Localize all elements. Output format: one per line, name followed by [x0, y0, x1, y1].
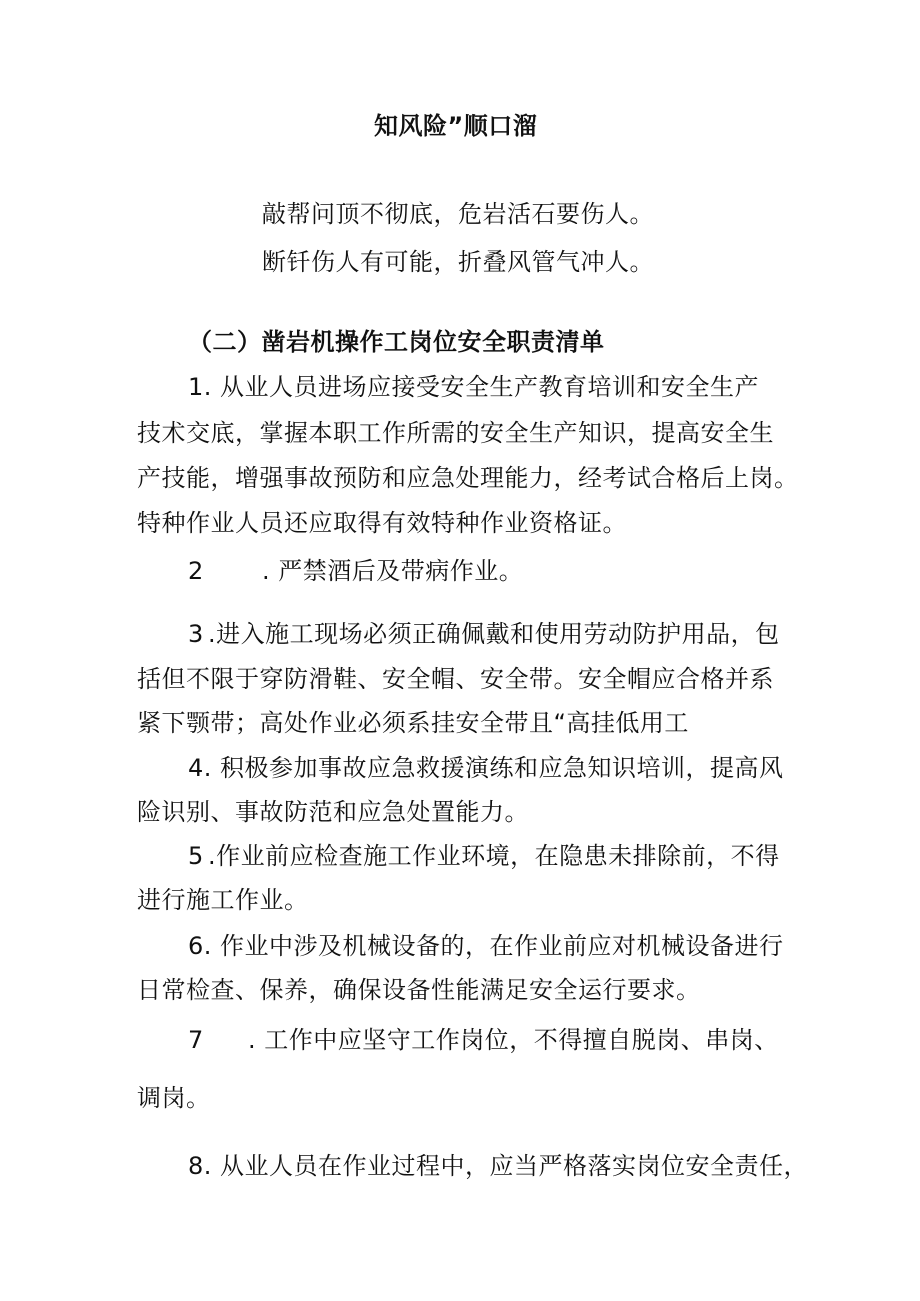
item-line: 险识别、事故防范和应急处置能力。: [137, 798, 529, 826]
item-text: . 严禁酒后及带病作业。: [262, 557, 524, 585]
item-number: 8: [188, 1152, 204, 1180]
list-item-6: [188, 930, 784, 962]
item-text: . 从业人员进场应接受安全生产教育培训和安全生产: [203, 373, 760, 401]
list-item-2: [188, 555, 523, 587]
item-text: . 从业人员在作业过程中，应当严格落实岗位安全责任，: [203, 1152, 809, 1180]
item-text: . 工作中应坚守工作岗位，不得擅自脱岗、串岗、: [248, 1026, 779, 1054]
item-text: . 作业中涉及机械设备的，在作业前应对机械设备进行: [203, 932, 784, 960]
verse-line-1: 敲帮问顶不彻底，危岩活石要伤人。: [262, 200, 654, 228]
item-number: 4: [188, 754, 204, 782]
item-line: 进行施工作业。: [137, 886, 309, 914]
list-item-7: [188, 1024, 779, 1056]
list-item-5: [188, 840, 780, 872]
item-line: 日常检查、保养，确保设备性能满足安全运行要求。: [137, 976, 701, 1004]
item-text: .作业前应检查施工作业环境，在隐患未排除前，不得: [208, 842, 780, 870]
list-item-4: [188, 752, 784, 784]
item-text: .进入施工现场必须正确佩戴和使用劳动防护用品，包: [208, 620, 780, 648]
verse-line-2: 断钎伤人有可能，折叠风管气冲人。: [262, 248, 654, 276]
page-title: 知风险”顺口溜: [374, 112, 538, 140]
item-text: . 积极参加事故应急救援演练和应急知识培训，提高风: [203, 754, 784, 782]
item-number: 3: [188, 620, 204, 648]
item-line: 括但不限于穿防滑鞋、安全帽、安全带。安全帽应合格并系: [137, 665, 774, 693]
item-number: 5: [188, 842, 204, 870]
item-line: 技术交底，掌握本职工作所需的安全生产知识，提高安全生: [137, 419, 774, 447]
item-number: 1: [188, 373, 204, 401]
list-item-8: [188, 1150, 808, 1182]
item-number: 6: [188, 932, 204, 960]
item-line: 产技能，增强事故预防和应急处理能力，经考试合格后上岗。: [137, 464, 799, 492]
item-number: 7: [188, 1026, 204, 1054]
list-item-1: [188, 371, 759, 403]
item-line: 特种作业人员还应取得有效特种作业资格证。: [137, 509, 627, 537]
item-number: 2: [188, 557, 204, 585]
section-heading: （二）凿岩机操作工岗位安全职责清单: [188, 328, 605, 356]
list-item-3: [188, 618, 780, 650]
item-line: 紧下颚带；高处作业必须系挂安全带且“高挂低用工: [137, 709, 689, 737]
item-line: 调岗。: [137, 1084, 211, 1112]
